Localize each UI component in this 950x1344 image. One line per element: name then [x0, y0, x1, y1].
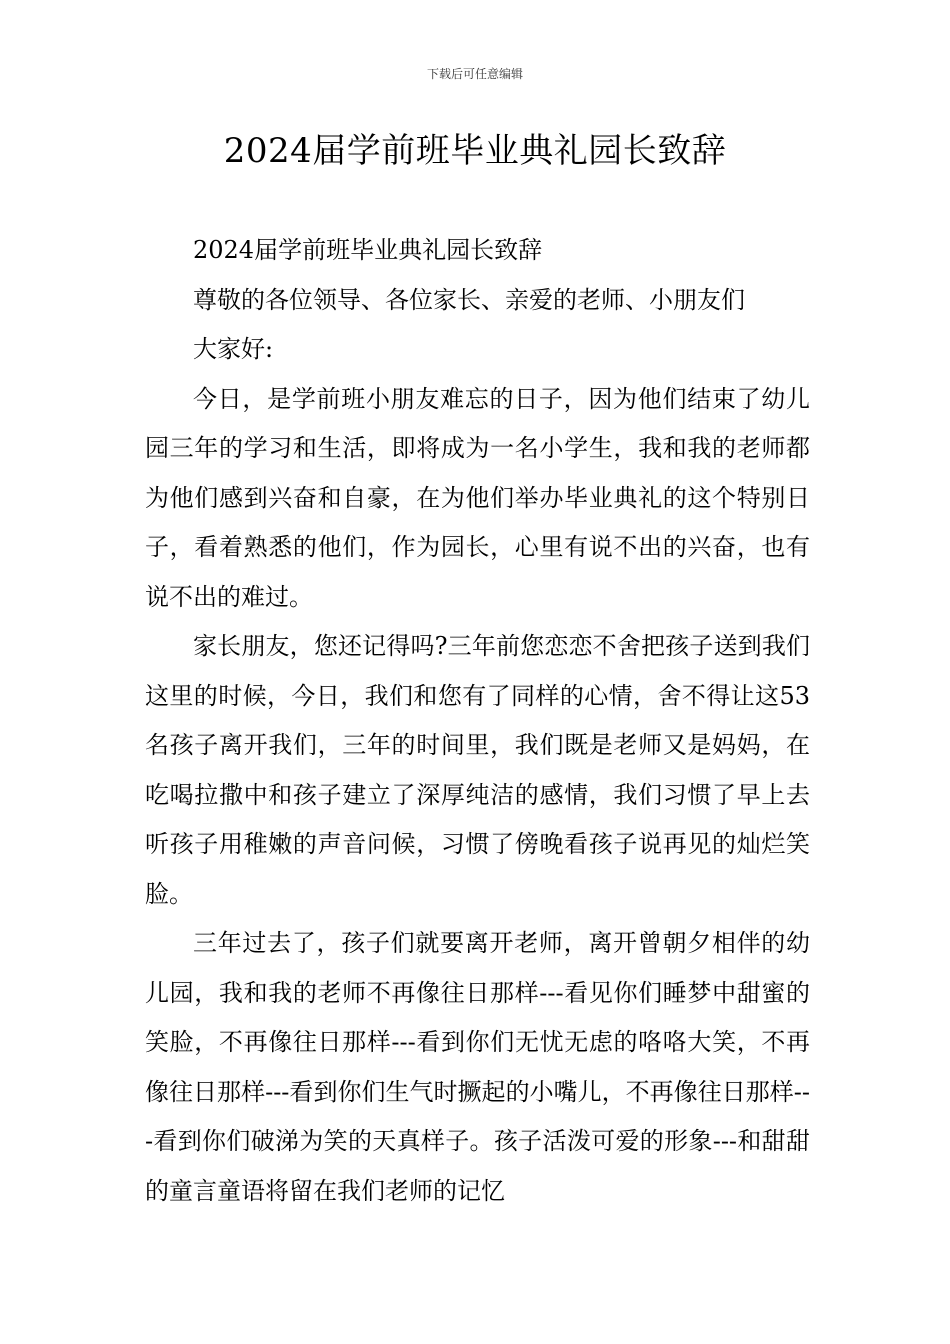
paragraph-body: 今日，是学前班小朋友难忘的日子，因为他们结束了幼儿园三年的学习和生活，即将成为一名小学生，我和我的老师都为他们感到兴奋和自豪，在为他们举办毕业典礼的这个特别日子，看着熟悉的他们，作为园长，心里有说不出的兴奋，也有说不出的难过。	[145, 384, 810, 611]
paragraph-greeting: 大家好:	[193, 335, 274, 363]
paragraph-body: 三年过去了，孩子们就要离开老师，离开曾朝夕相伴的幼儿园，我和我的老师不再像往日那样---看见你们睡梦中甜蜜的笑脸，不再像往日那样---看到你们无忧无虑的咯咯大笑，不再像往日那样---看到你们生气时撅起的小嘴儿，不再像往日那样---看到你们破涕为笑的天真样子。孩子活泼可爱的形象---和甜甜的童言童语将留在我们老师的记忆	[145, 929, 810, 1205]
paragraph-salutation: 尊敬的各位领导、各位家长、亲爱的老师、小朋友们	[193, 285, 745, 314]
document-title: 2024届学前班毕业典礼园长致辞	[223, 131, 727, 171]
document-body	[145, 226, 810, 1216]
paragraph-body: 家长朋友，您还记得吗?三年前您恋恋不舍把孩子送到我们这里的时候，今日，我们和您有了同样的心情，舍不得让这53名孩子离开我们，三年的时间里，我们既是老师又是妈妈，在吃喝拉撒中和孩子建立了深厚纯洁的感情，我们习惯了早上去听孩子用稚嫩的声音问候，习惯了傍晚看孩子说再见的灿烂笑脸。	[145, 632, 810, 908]
header-note: 下载后可任意编辑	[426, 67, 523, 81]
paragraph-subtitle: 2024届学前班毕业典礼园长致辞	[193, 236, 543, 264]
